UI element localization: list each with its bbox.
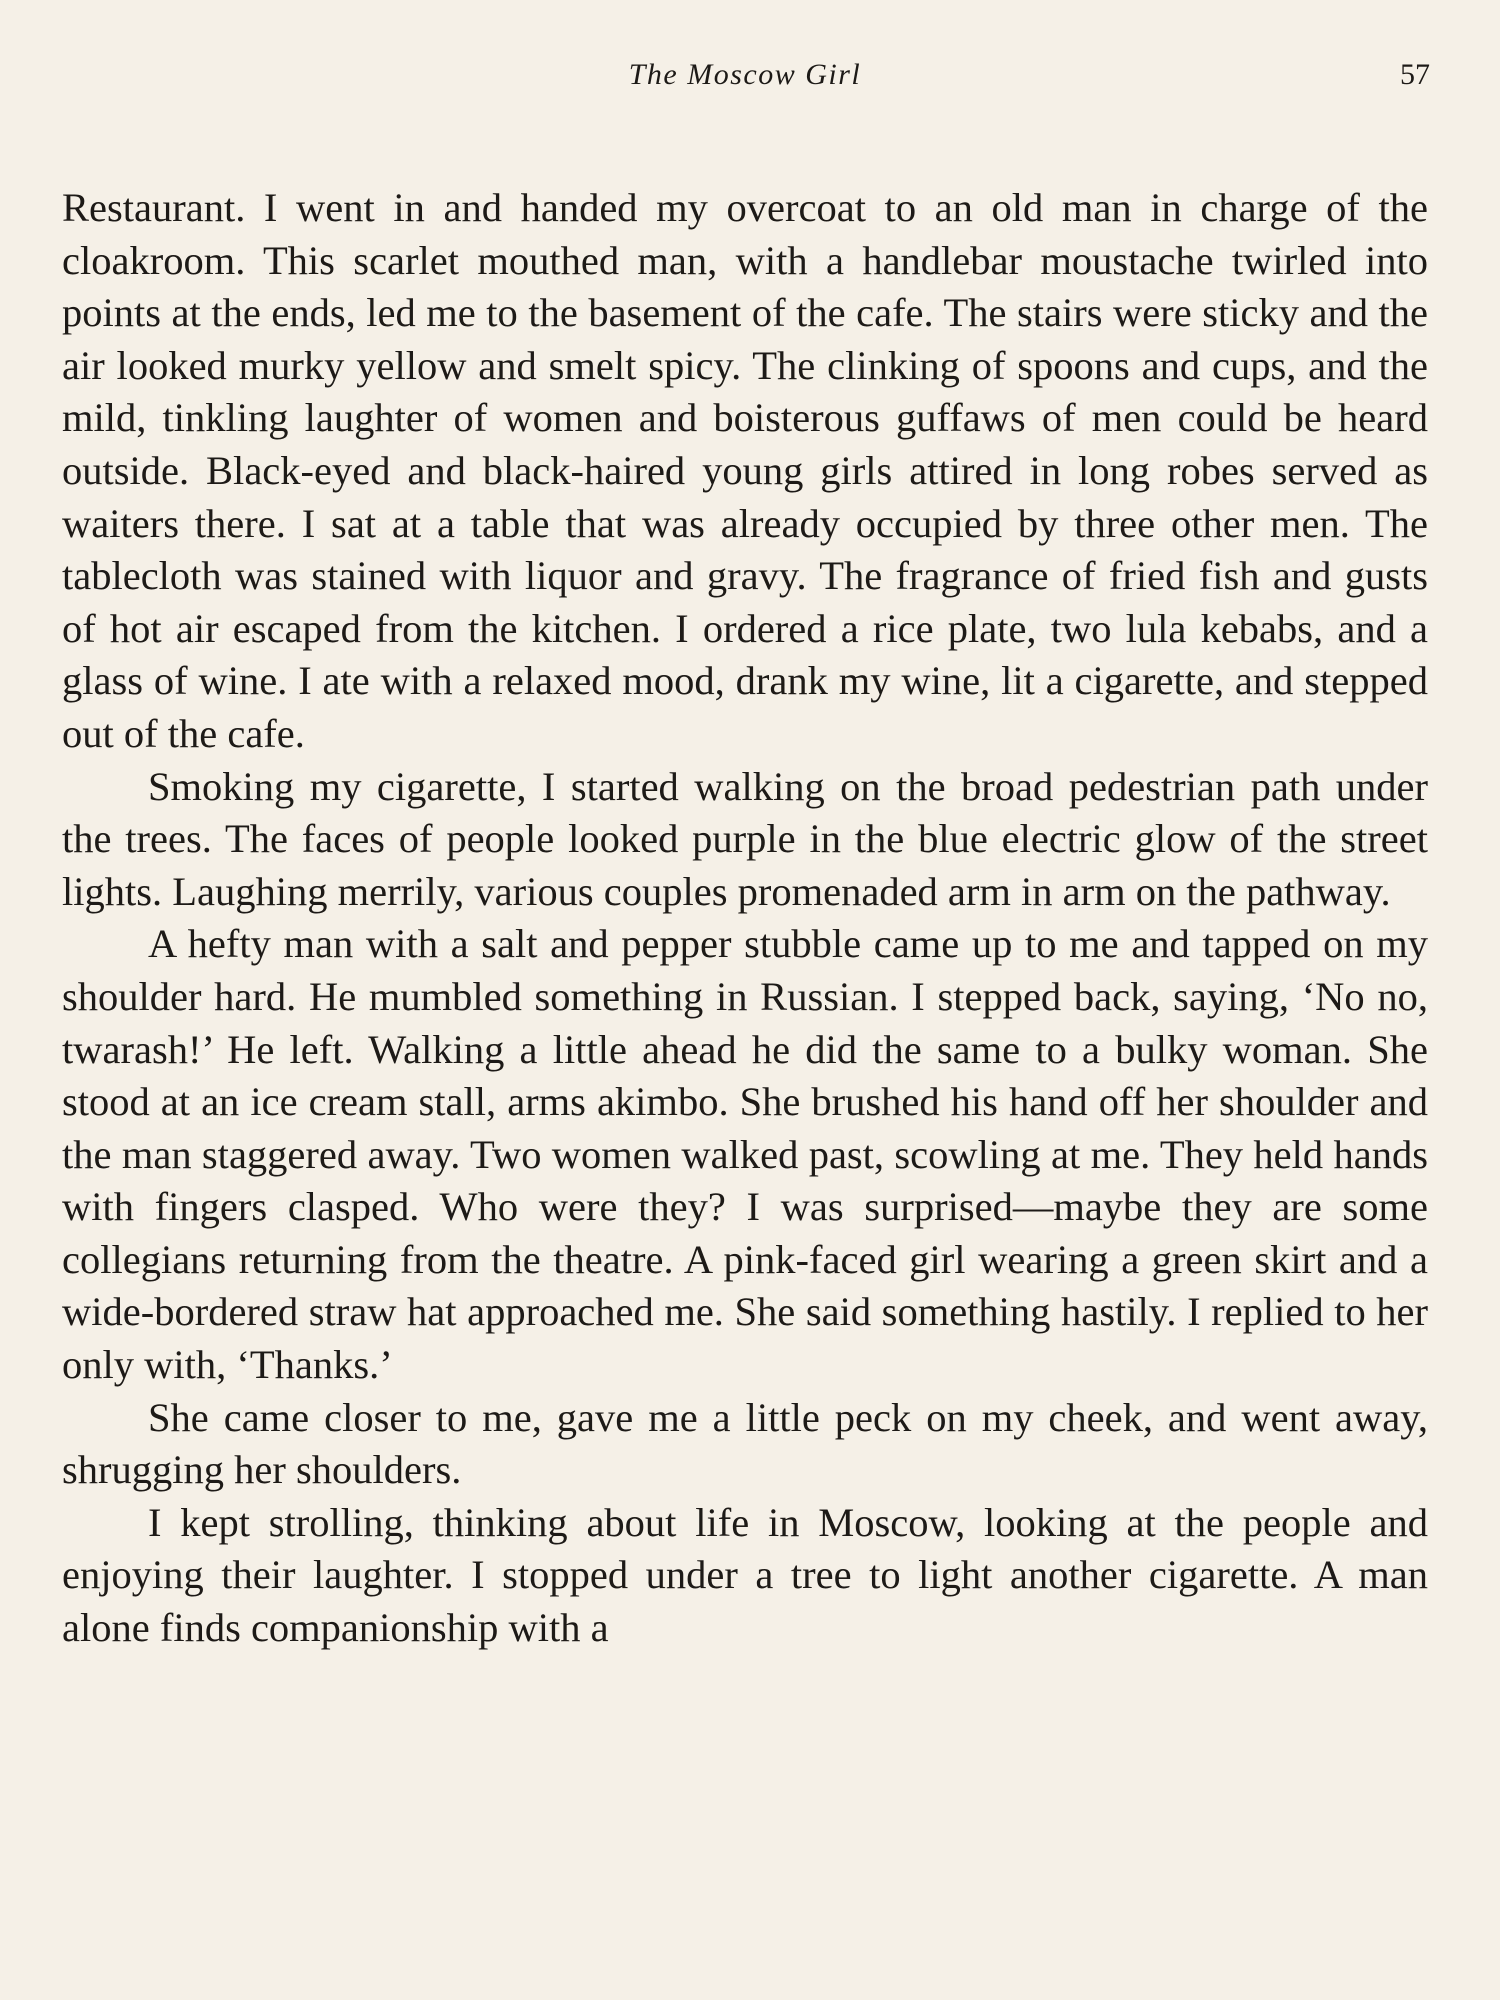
paragraph-2: Smoking my cigarette, I started walking on the broad pedestrian path under the trees. The faces of people looked purple in the blue electric glow of the street lights. Laughing merrily, various couples promenaded arm in arm on the pathway. [62, 763, 1428, 914]
page-number: 57 [1400, 58, 1430, 91]
paragraph-4: She came closer to me, gave me a little peck on my cheek, and went away, shrugging her shoulders. [62, 1394, 1428, 1493]
running-title: The Moscow Girl [628, 58, 862, 91]
page-header [60, 58, 1430, 98]
paragraph-5: I kept strolling, thinking about life in Moscow, looking at the people and enjoying their laughter. I stopped under a tree to light another cigarette. A man alone finds companionship with a [62, 1499, 1428, 1651]
paragraph-3: A hefty man with a salt and pepper stubble came up to me and tapped on my shoulder hard. He mumbled something in Russian. I stepped back, saying, ‘No no, twarash!’ He left. Walking a little ahead he did the same to a bulky woman. She stood at an ice cream stall, arms akimbo. She brushed his hand off her shoulder and the man staggered away. Two women walked past, scowling at me. They held hands with fingers clasped. Who were they? I was surprised—maybe they are some collegians returning from the theatre. A pink-faced girl wearing a green skirt and a wide-bordered straw hat approached me. She said something hastily. I replied to her only with, ‘Thanks.’ [62, 921, 1428, 1388]
paragraph-1: Restaurant. I went in and handed my overcoat to an old man in charge of the cloakroom. This scarlet mouthed man, with a handlebar moustache twirled into points at the ends, led me to the basement of the cafe. The stairs were sticky and the air looked murky yellow and smelt spicy. The clinking of spoons and cups, and the mild, tinkling laughter of women and boisterous guffaws of men could be heard outside. Black-eyed and black-haired young girls attired in long robes served as waiters there. I sat at a table that was already occupied by three other men. The tablecloth was stained with liquor and gravy. The fragrance of fried fish and gusts of hot air escaped from the kitchen. I ordered a rice plate, two lula kebabs, and a glass of wine. I ate with a relaxed mood, drank my wine, lit a cigarette, and stepped out of the cafe. [62, 185, 1428, 756]
body-text [62, 182, 1428, 1655]
